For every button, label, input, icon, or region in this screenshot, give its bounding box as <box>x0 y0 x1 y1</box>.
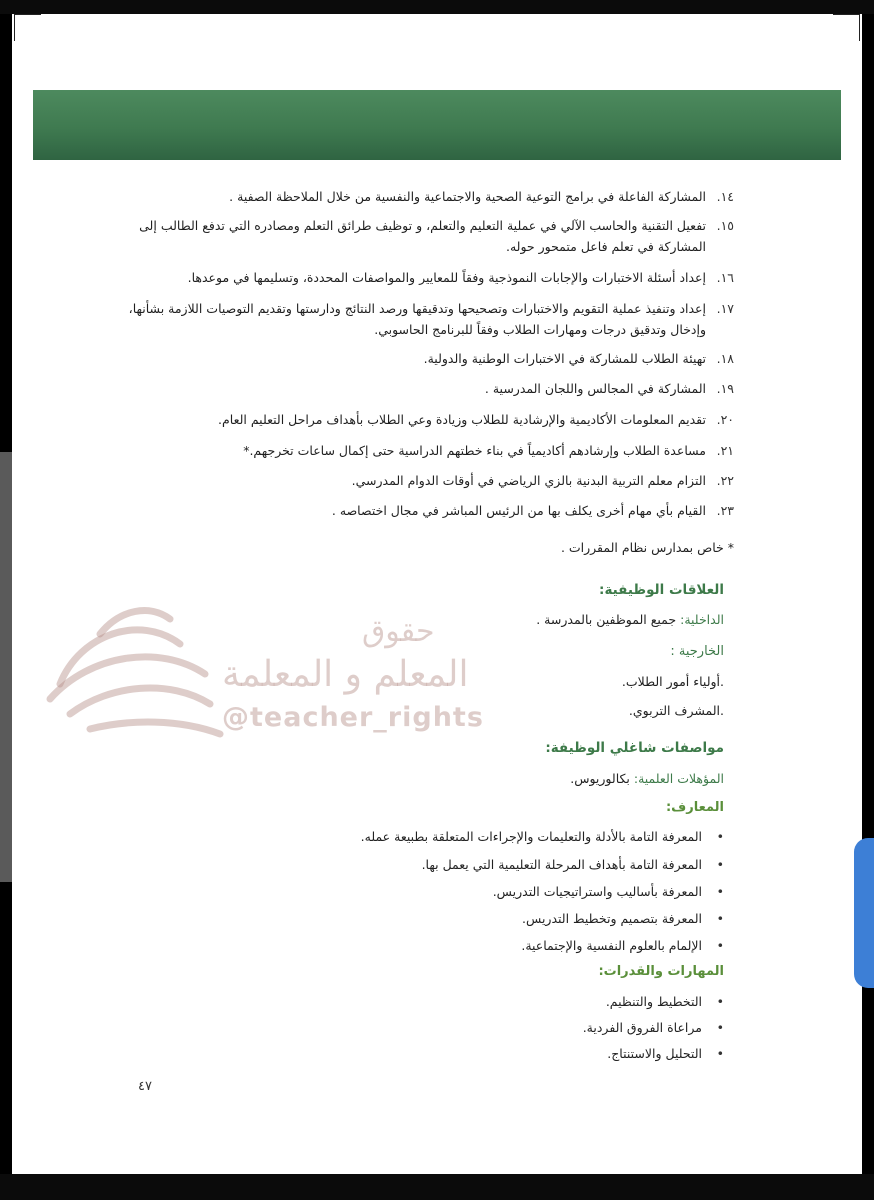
footnote: * خاص بمدارس نظام المقررات . <box>560 540 734 555</box>
item-number: ١٨. <box>716 351 734 366</box>
knowledge-item: •المعرفة بأساليب واستراتيجيات التدريس. <box>492 884 724 899</box>
duty-item-16 <box>124 267 734 288</box>
item-number: ٢١. <box>716 443 734 458</box>
crop-mark-top-right <box>833 14 860 41</box>
item-number: ١٦. <box>716 270 734 285</box>
left-edge-strip <box>0 452 12 882</box>
knowledge-item: •الإلمام بالعلوم النفسية والإجتماعية. <box>521 938 724 953</box>
item-text: إعداد وتنفيذ عملية التقويم والاختبارات وتصحيحها وتدقيقها ورصد النتائج ودارستها وتقديم التوصيات اللازمة بشأنها، وإدخال وتدقيق درجات ومهارات الطلاب وفقاً للبرنامج الحاسوبي. <box>128 301 706 337</box>
knowledge-item: •المعرفة التامة بأهداف المرحلة التعليمية التي يعمل بها. <box>421 857 724 872</box>
qualifications <box>570 771 724 786</box>
specs-heading: مواصفات شاغلي الوظيفة: <box>545 740 724 756</box>
item-number: ١٧. <box>716 301 734 316</box>
relations-heading: العلاقات الوظيفية: <box>599 582 724 598</box>
duty-item-19 <box>124 378 734 399</box>
item-number: ٢٠. <box>716 412 734 427</box>
item-number: ١٩. <box>716 381 734 396</box>
item-text: تقديم المعلومات الأكاديمية والإرشادية للطلاب وزيادة وعي الطلاب بأهداف مراحل التعليم العام. <box>218 412 706 427</box>
duty-item-20 <box>124 409 734 430</box>
knowledge-item: •المعرفة بتصميم وتخطيط التدريس. <box>522 911 724 926</box>
duty-item-17 <box>124 298 734 340</box>
duty-item-15 <box>124 215 734 257</box>
skills-label: المهارات والقدرات: <box>598 964 724 979</box>
item-text: المشاركة الفاعلة في برامج التوعية الصحية والاجتماعية والنفسية من خلال الملاحظة الصفية . <box>229 189 706 204</box>
item-text: المشاركة في المجالس واللجان المدرسية . <box>484 381 706 396</box>
item-text: القيام بأي مهام أخرى يكلف بها من الرئيس المباشر في مجال اختصاصه . <box>331 503 706 518</box>
external-item: .أولياء أمور الطلاب. <box>621 674 724 689</box>
bottom-bar <box>0 1174 874 1200</box>
external-label: الخارجية : <box>670 644 724 659</box>
internal-label: الداخلية: <box>680 612 724 627</box>
item-text: تفعيل التقنية والحاسب الآلي في عملية التعليم والتعلم، و توظيف طرائق التعلم ومصادره التي تدفع الطالب إلى المشاركة في تعلم فاعل متمحور حوله. <box>139 218 706 254</box>
skill-item: •التحليل والاستنتاج. <box>607 1046 724 1061</box>
skill-item: •التخطيط والتنظيم. <box>605 994 724 1009</box>
duty-item-22 <box>124 470 734 491</box>
duty-item-14 <box>124 186 734 207</box>
item-text: إعداد أسئلة الاختبارات والإجابات النموذجية وفقاً للمعايير والمواصفات المحددة، وتسليمها في موعدها. <box>187 270 706 285</box>
page-number: ٤٧ <box>138 1079 152 1094</box>
item-text: التزام معلم التربية البدنية بالزي الرياضي في أوقات الدوام المدرسي. <box>351 473 706 488</box>
watermark-title: حقوق <box>362 614 435 649</box>
item-text: تهيئة الطلاب للمشاركة في الاختبارات الوطنية والدولية. <box>423 351 706 366</box>
item-number: ٢٢. <box>716 473 734 488</box>
duty-item-21 <box>124 440 734 461</box>
page-content <box>12 14 862 1174</box>
skill-item: •مراعاة الفروق الفردية. <box>582 1020 724 1035</box>
crop-mark-top-left <box>14 14 41 41</box>
item-number: ١٤. <box>716 189 734 204</box>
top-bar <box>0 0 874 14</box>
internal-relations <box>536 612 724 627</box>
external-item: .المشرف التربوي. <box>628 703 724 718</box>
knowledge-label: المعارف: <box>665 800 724 815</box>
document-page <box>12 14 862 1174</box>
duty-item-18 <box>124 348 734 369</box>
internal-value: جميع الموظفين بالمدرسة . <box>536 612 677 627</box>
duty-item-23 <box>124 500 734 521</box>
watermark-subtitle: المعلم و المعلمة <box>222 654 469 695</box>
knowledge-item: •المعرفة التامة بالأدلة والتعليمات والإجراءات المتعلقة بطبيعة عمله. <box>360 829 724 844</box>
right-edge-tab[interactable] <box>854 838 874 988</box>
item-number: ١٥. <box>716 218 734 233</box>
item-number: ٢٣. <box>716 503 734 518</box>
qualifications-label: المؤهلات العلمية: <box>633 771 724 786</box>
qualifications-value: بكالوريوس. <box>570 771 630 786</box>
watermark-handle: @teacher_rights <box>222 702 484 733</box>
item-text: مساعدة الطلاب وإرشادهم أكاديمياً في بناء خطتهم الدراسية حتى إكمال ساعات تخرجهم.* <box>243 443 706 458</box>
